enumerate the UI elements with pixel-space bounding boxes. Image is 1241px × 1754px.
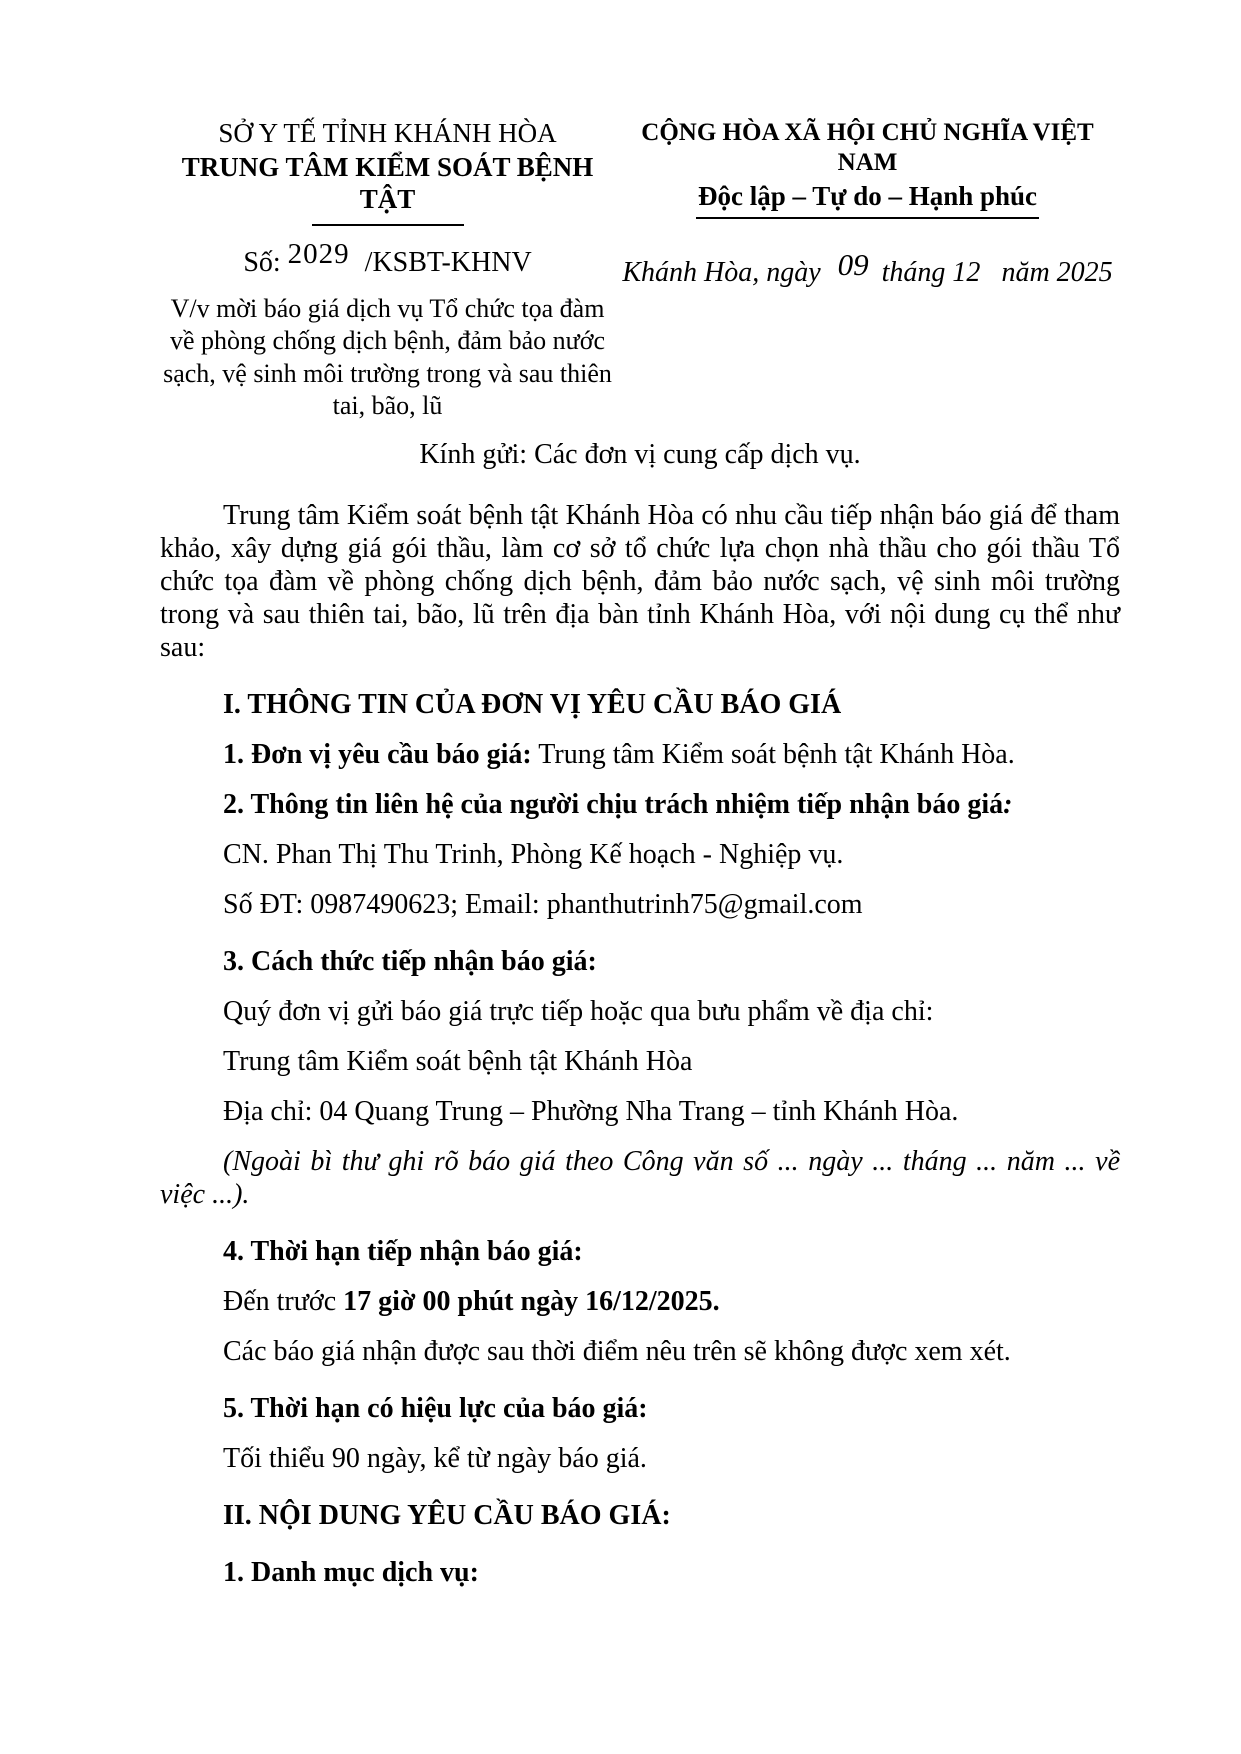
intro-paragraph: Trung tâm Kiểm soát bệnh tật Khánh Hòa có nhu cầu tiếp nhận báo giá để tham khảo, xây dựng giá gói thầu, làm cơ sở tổ chức lựa chọn nhà thầu cho gói thầu Tổ chức tọa đàm về phòng chống dịch bệnh, đảm bảo nước sạch, vệ sinh môi trường trong và sau thiên tai, bão, lũ trên địa bàn tỉnh Khánh Hòa, với nội dung cụ thể như sau: xyxy=(160,499,1120,663)
item-4-heading: 4. Thời hạn tiếp nhận báo giá: xyxy=(223,1236,583,1268)
item-4-note-line: Các báo giá nhận được sau thời điểm nêu trên sẽ không được xem xét. xyxy=(223,1336,1011,1368)
issuer-parent-org: SỞ Y TẾ TỈNH KHÁNH HÒA xyxy=(218,118,557,148)
doc-number-line xyxy=(160,237,615,279)
item-3-line-3: Địa chỉ: 04 Quang Trung – Phường Nha Trang – tỉnh Khánh Hòa. xyxy=(223,1095,959,1127)
place-date-line xyxy=(615,246,1120,289)
item-4-deadline: 17 giờ 00 phút ngày 16/12/2025. xyxy=(343,1286,720,1318)
place-date-year: năm 2025 xyxy=(1001,256,1113,288)
place-date-prefix: Khánh Hòa, ngày xyxy=(622,256,821,288)
doc-number-label: Số: xyxy=(243,246,281,278)
item-5-text-line: Tối thiểu 90 ngày, kể từ ngày báo giá. xyxy=(223,1443,647,1475)
national-country-name: CỘNG HÒA XÃ HỘI CHỦ NGHĨA VIỆT NAM xyxy=(641,119,1094,176)
item-5-heading: 5. Thời hạn có hiệu lực của báo giá: xyxy=(223,1393,648,1425)
doc-number-suffix: /KSBT-KHNV xyxy=(364,246,532,278)
item-1-label: 1. Đơn vị yêu cầu báo giá: xyxy=(223,738,532,770)
item-3-heading: 3. Cách thức tiếp nhận báo giá: xyxy=(223,945,597,977)
national-motto-wrap xyxy=(615,182,1120,219)
section-1-title: I. THÔNG TIN CỦA ĐƠN VỊ YÊU CẦU BÁO GIÁ xyxy=(223,688,842,720)
item-2-label: 2. Thông tin liên hệ của người chịu trách nhiệm tiếp nhận báo giá xyxy=(223,788,1004,820)
item-2-colon: : xyxy=(1003,788,1013,820)
issuer-org-name: TRUNG TÂM KIỂM SOÁT BỆNH TẬT xyxy=(181,151,594,214)
item-3-envelope-note: (Ngoài bì thư ghi rõ báo giá theo Công văn số ... ngày ... tháng ... năm ... về việc ...). xyxy=(160,1146,1120,1211)
doc-number-value: 2029 xyxy=(287,237,350,270)
contact-person-line: CN. Phan Thị Thu Trinh, Phòng Kế hoạch - Nghiệp vụ. xyxy=(223,838,844,870)
item-4-deadline-line xyxy=(160,1285,1120,1318)
place-date-month: tháng 12 xyxy=(881,256,981,288)
national-motto: Độc lập – Tự do – Hạnh phúc xyxy=(696,182,1039,219)
item-3-line-1: Quý đơn vị gửi báo giá trực tiếp hoặc qua bưu phẩm về địa chỉ: xyxy=(223,995,934,1027)
item-2-contact-heading xyxy=(160,788,1120,821)
item-3-line-2: Trung tâm Kiểm soát bệnh tật Khánh Hòa xyxy=(223,1045,693,1077)
issuer-block xyxy=(160,118,615,423)
place-date-day: 09 xyxy=(837,246,869,282)
salutation-line: Kính gửi: Các đơn vị cung cấp dịch vụ. xyxy=(419,438,861,470)
item-4-prefix: Đến trước xyxy=(223,1286,344,1318)
section-2-title: II. NỘI DUNG YÊU CẦU BÁO GIÁ: xyxy=(223,1500,671,1532)
doc-subject: V/v mời báo giá dịch vụ Tổ chức tọa đàm về phòng chống dịch bệnh, đảm bảo nước sạch, vệ sinh môi trường trong và sau thiên tai, bão, lũ xyxy=(163,293,612,421)
section-2-item-1-heading: 1. Danh mục dịch vụ: xyxy=(223,1557,479,1589)
item-1-text: Trung tâm Kiểm soát bệnh tật Khánh Hòa. xyxy=(538,738,1015,770)
issuer-divider-rule xyxy=(312,224,464,226)
item-1-requesting-unit xyxy=(160,738,1120,771)
document-header xyxy=(160,118,1120,423)
national-block xyxy=(615,118,1120,423)
contact-phone-email-line: Số ĐT: 0987490623; Email: phanthutrinh75@gmail.com xyxy=(223,888,863,920)
